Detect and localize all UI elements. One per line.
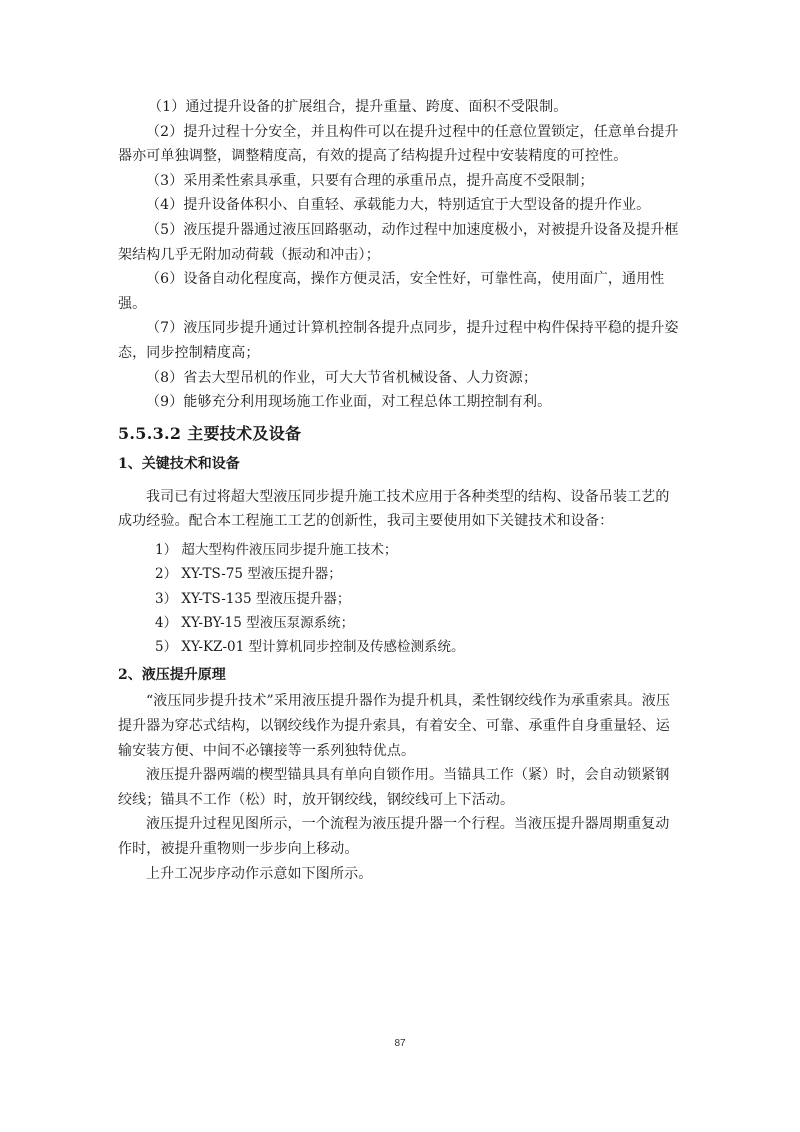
key-tech-intro: 我司已有过将超大型液压同步提升施工技术应用于各种类型的结构、设备吊装工艺的成功经验。配合本工程施工工艺的创新性，我司主要使用如下关键技术和设备： [118, 488, 670, 530]
page-number: 87 [394, 1038, 406, 1049]
advantage-item-2: （2）提升过程十分安全，并且构件可以在提升过程中的任意位置锁定，任意单台提升器亦可单独调整，调整精度高，有效的提高了结构提升过程中安装精度的可控性。 [118, 123, 679, 165]
page-content [118, 95, 683, 886]
principle-paragraph-4: 上升工况步序动作示意如下图所示。 [146, 865, 373, 882]
list-item: 4） XY-BY-15 型液压泵源系统； [155, 614, 355, 631]
advantage-item-3: （3）采用柔性索具承重，只要有合理的承重吊点，提升高度不受限制； [146, 172, 594, 189]
advantage-item-1: （1）通过提升设备的扩展组合，提升重量、跨度、面积不受限制。 [148, 99, 568, 115]
list-item: 3） XY-TS-135 型液压提升器； [155, 590, 351, 607]
principle-paragraph-3: 液压提升过程见图所示，一个流程为液压提升器一个行程。当液压提升器周期重复动作时，被提升重物则一步步向上移动。 [118, 816, 670, 857]
advantage-item-5: （5）液压提升器通过液压回路驱动，动作过程中加速度极小，对被提升设备及提升框架结构几乎无附加动荷载（振动和冲击）； [118, 221, 679, 263]
equipment-list [118, 538, 683, 659]
advantage-item-4: （4）提升设备体积小、自重轻、承载能力大，特别适宜于大型设备的提升作业。 [146, 197, 651, 214]
principle-paragraph-1: “液压同步提升技术”采用液压提升器作为提升机具，柔性钢绞线作为承重索具。液压提升器为穿芯式结构，以钢绞线作为提升索具，有着安全、可靠、承重件自身重量轻、运输安装方便、中间不必镶接等一系列独特优点。 [118, 693, 671, 759]
list-item: 2） XY-TS-75 型液压提升器； [155, 566, 342, 583]
subsection-heading-key-tech: 1、关键技术和设备 [118, 455, 240, 472]
advantage-item-9: （9）能够充分利用现场施工作业面，对工程总体工期控制有利。 [146, 394, 552, 411]
list-item: 5） XY-KZ-01 型计算机同步控制及传感检测系统。 [155, 639, 465, 656]
section-heading: 5.5.3.2 主要技术及设备 [118, 423, 302, 443]
advantage-item-6: （6）设备自动化程度高，操作方便灵活，安全性好，可靠性高，使用面广，通用性强。 [118, 271, 665, 312]
list-item: 1） 超大型构件液压同步提升施工技术； [155, 541, 398, 558]
subsection-heading-principle: 2、液压提升原理 [118, 667, 226, 684]
advantage-item-7: （7）液压同步提升通过计算机控制各提升点同步，提升过程中构件保持平稳的提升姿态，同步控制精度高； [118, 320, 679, 361]
advantage-item-8: （8）省去大型吊机的作业，可大大节省机械设备、人力资源； [146, 369, 538, 386]
principle-paragraph-2: 液压提升器两端的楔型锚具具有单向自锁作用。当锚具工作（紧）时，会自动锁紧钢绞线；锚具不工作（松）时，放开钢绞线，钢绞线可上下活动。 [118, 767, 670, 808]
